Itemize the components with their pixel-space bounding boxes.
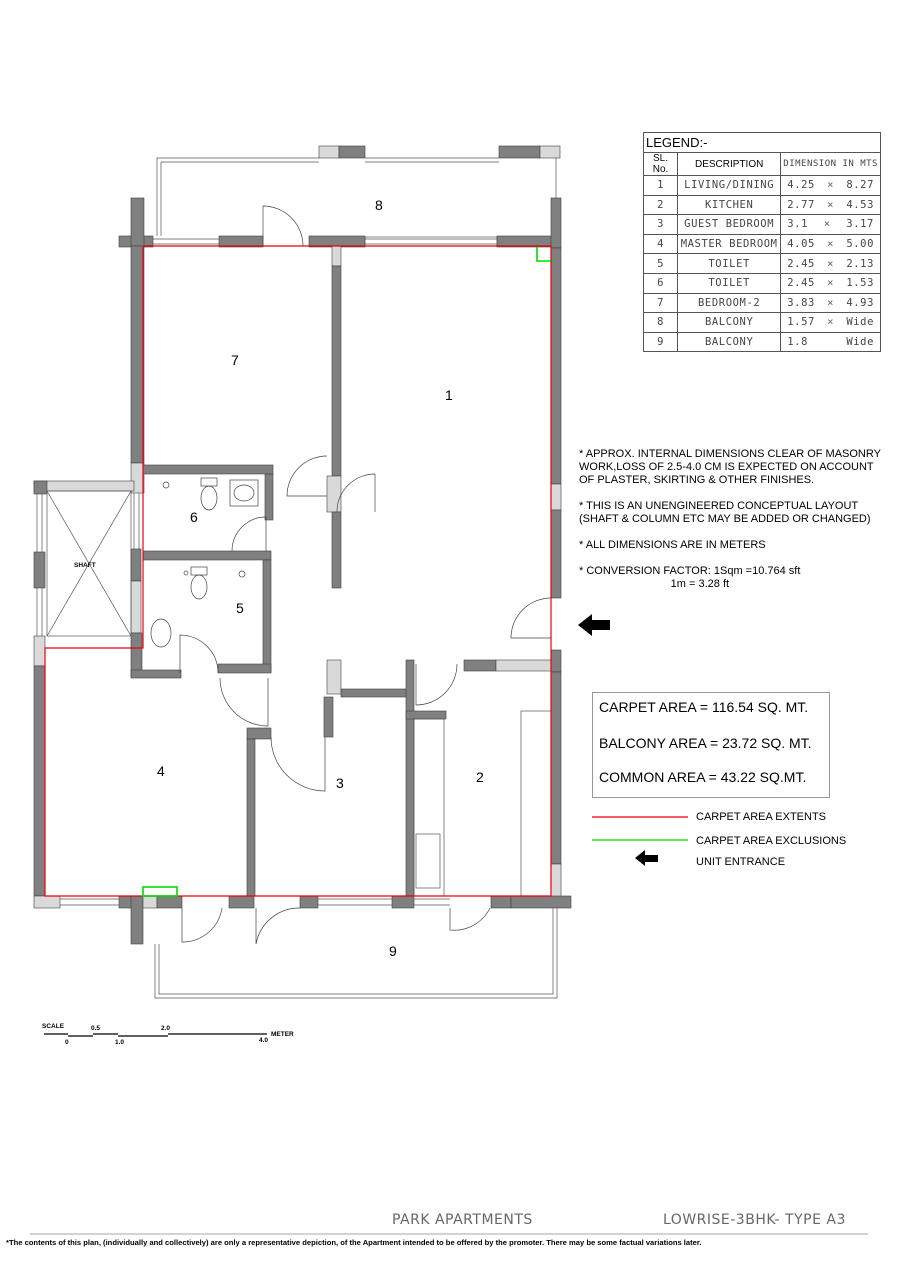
- scale-unit: METER: [271, 1031, 294, 1038]
- legend-dim-x: ×: [827, 316, 835, 329]
- legend-dim-1: 1.8: [787, 336, 809, 349]
- legend-dim: [781, 176, 881, 196]
- legend-dim-2: 4.93: [846, 296, 874, 309]
- area-summary-box: [592, 692, 830, 798]
- room-label-4: 4: [157, 763, 165, 779]
- legend-dim-1: 3.83: [787, 296, 815, 309]
- note-conceptual: * THIS IS AN UNENGINEERED CONCEPTUAL LAYOUT (SHAFT & COLUMN ETC MAY BE ADDED OR CHANGED): [579, 500, 871, 525]
- legend-dim: [781, 215, 881, 235]
- key-carpet-extents: CARPET AREA EXTENTS: [696, 811, 827, 823]
- legend-row: [644, 293, 881, 313]
- legend-dim-1: 2.77: [787, 198, 815, 211]
- legend-dim-1: 1.57: [787, 316, 815, 329]
- carpet-area: CARPET AREA = 116.54 SQ. MT.: [599, 699, 809, 715]
- legend-desc: BEDROOM-2: [678, 293, 781, 313]
- legend-desc: LIVING/DINING: [678, 176, 781, 196]
- legend-sl: 1: [644, 176, 678, 196]
- key-unit-entrance: UNIT ENTRANCE: [696, 856, 786, 868]
- legend-table: [643, 132, 881, 352]
- note-dimensions: * APPROX. INTERNAL DIMENSIONS CLEAR OF MASONRY WORK,LOSS OF 2.5-4.0 CM IS EXPECTED ON ACCOUNT OF PLASTER, SKIRTING & OTHER FINISHES.: [579, 448, 881, 486]
- legend-desc: TOILET: [678, 273, 781, 293]
- legend-sl: 2: [644, 195, 678, 215]
- legend-dim-2: 8.27: [846, 179, 874, 192]
- legend-dim-x: ×: [827, 238, 835, 251]
- legend-sl: 9: [644, 332, 678, 352]
- scale-tick-0: 0: [65, 1039, 69, 1046]
- legend-row: [644, 254, 881, 274]
- legend-dim-2: Wide: [846, 336, 874, 349]
- legend-row: [644, 234, 881, 254]
- legend-dim-2: 4.53: [846, 198, 874, 211]
- legend-header-desc: DESCRIPTION: [678, 153, 781, 176]
- legend-dim-2: 2.13: [846, 257, 874, 270]
- scale-tick-2: 2.0: [161, 1025, 171, 1032]
- legend-dim-x: ×: [823, 218, 831, 231]
- room-label-3: 3: [336, 775, 344, 791]
- legend-sl: 5: [644, 254, 678, 274]
- legend-row: [644, 332, 881, 352]
- notes: [579, 448, 889, 604]
- scale-tick-1: 1.0: [115, 1039, 125, 1046]
- unit-type: LOWRISE-3BHK- TYPE A3: [663, 1212, 846, 1228]
- legend-dim-2: 3.17: [846, 218, 874, 231]
- legend-header-dim: DIMENSION IN MTS: [781, 153, 881, 176]
- legend-dim-1: 4.25: [787, 179, 815, 192]
- legend-desc: TOILET: [678, 254, 781, 274]
- room-label-7: 7: [231, 352, 239, 368]
- legend-dim-1: 2.45: [787, 277, 815, 290]
- legend-dim-x: ×: [827, 179, 835, 192]
- legend-sl: 7: [644, 293, 678, 313]
- legend-dim-2: 5.00: [846, 238, 874, 251]
- legend-dim: [781, 234, 881, 254]
- room-label-2: 2: [476, 769, 484, 785]
- legend-sl: 6: [644, 273, 678, 293]
- legend-dim-1: 4.05: [787, 238, 815, 251]
- legend-row: [644, 176, 881, 196]
- scale-tick-05: 0.5: [91, 1025, 101, 1032]
- legend-dim: [781, 254, 881, 274]
- room-label-9: 9: [389, 943, 397, 959]
- legend-sl: 4: [644, 234, 678, 254]
- scale-tick-4: 4.0: [259, 1037, 269, 1044]
- legend-desc: MASTER BEDROOM: [678, 234, 781, 254]
- project-name: PARK APARTMENTS: [392, 1212, 533, 1228]
- legend-dim-1: 2.45: [787, 257, 815, 270]
- legend-dim: [781, 332, 881, 352]
- legend-dim-x: ×: [827, 296, 835, 309]
- key-carpet-exclusions: CARPET AREA EXCLUSIONS: [696, 835, 847, 847]
- legend-sl: 8: [644, 313, 678, 333]
- legend-row: [644, 313, 881, 333]
- scale-label: SCALE: [42, 1023, 65, 1030]
- room-label-8: 8: [375, 197, 383, 213]
- note-conversion: * CONVERSION FACTOR: 1Sqm =10.764 sft 1m = 3.28 ft: [579, 565, 801, 590]
- legend-dim-x: ×: [827, 257, 835, 270]
- legend-desc: BALCONY: [678, 332, 781, 352]
- room-label-6: 6: [190, 509, 198, 525]
- legend-desc: BALCONY: [678, 313, 781, 333]
- legend-dim-2: Wide: [846, 316, 874, 329]
- legend-row: [644, 195, 881, 215]
- legend-header-sl: SL. No.: [644, 153, 678, 176]
- legend-desc: GUEST BEDROOM: [678, 215, 781, 235]
- legend-dim: [781, 313, 881, 333]
- balcony-area: BALCONY AREA = 23.72 SQ. MT.: [599, 735, 812, 751]
- legend-row: [644, 215, 881, 235]
- note-units: * ALL DIMENSIONS ARE IN METERS: [579, 539, 766, 551]
- legend-dim-1: 3.1: [787, 218, 809, 231]
- legend-title: LEGEND:-: [644, 133, 881, 153]
- legend-dim: [781, 195, 881, 215]
- disclaimer: *The contents of this plan, (individually and collectively) are only a representative depiction, of the Apartment intended to be offered by the promoter. There may be some factual variations later.: [6, 1238, 702, 1247]
- legend-desc: KITCHEN: [678, 195, 781, 215]
- shaft-label: SHAFT: [74, 562, 96, 569]
- common-area: COMMON AREA = 43.22 SQ.MT.: [599, 769, 807, 785]
- room-label-1: 1: [445, 387, 453, 403]
- legend-dim: [781, 273, 881, 293]
- legend-dim-x: ×: [827, 198, 835, 211]
- legend-dim-2: 1.53: [846, 277, 874, 290]
- legend-dim-x: ×: [827, 277, 835, 290]
- legend-dim: [781, 293, 881, 313]
- legend-sl: 3: [644, 215, 678, 235]
- legend-row: [644, 273, 881, 293]
- room-label-5: 5: [236, 600, 244, 616]
